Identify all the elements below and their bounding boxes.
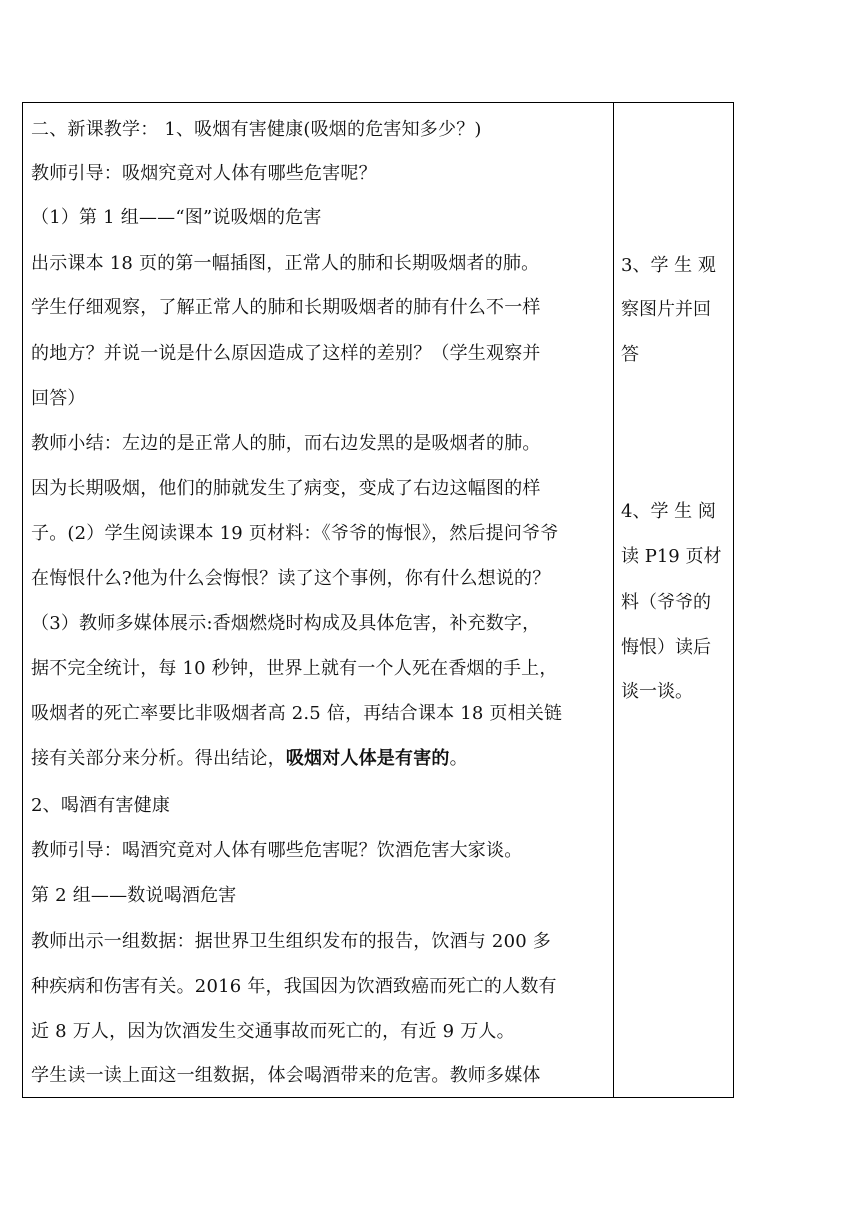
text-line: 第 2 组——数说喝酒危害: [31, 885, 237, 906]
lesson-table: [22, 102, 734, 1098]
text-line: 2、喝酒有害健康: [31, 795, 171, 816]
side-text-line: 读 P19 页材: [621, 546, 722, 567]
text-line: 教师引导：喝酒究竟对人体有哪些危害呢？饮酒危害大家谈。: [31, 840, 523, 861]
text-line: 教师小结：左边的是正常人的肺，而右边发黑的是吸烟者的肺。: [31, 433, 541, 454]
text-line: 回答）: [31, 388, 86, 409]
text-line: （1）第 1 组——“图”说吸烟的危害: [31, 207, 322, 228]
text-line: （3）教师多媒体展示:香烟燃烧时构成及具体危害，补充数字，: [31, 613, 541, 634]
text-line: 的地方？并说一说是什么原因造成了这样的差别？（学生观察并: [31, 343, 541, 364]
conclusion-bold: 吸烟对人体是有害的: [285, 748, 450, 769]
conclusion-end: 。: [449, 748, 468, 769]
conclusion-lead: 接有关部分来分析。得出结论，: [31, 748, 286, 769]
text-line: 出示课本 18 页的第一幅插图，正常人的肺和长期吸烟者的肺。: [31, 253, 540, 274]
side-text-line: 4、学 生 阅: [621, 501, 716, 522]
column-divider: [613, 103, 614, 1097]
text-line: 种疾病和伤害有关。2016 年，我国因为饮酒致癌而死亡的人数有: [31, 976, 557, 997]
text-line-conclusion: [31, 748, 468, 770]
text-line: 学生仔细观察，了解正常人的肺和长期吸烟者的肺有什么不一样: [31, 297, 541, 318]
side-text-line: 料（爷爷的: [621, 592, 711, 613]
side-text-line: 谈一谈。: [621, 681, 693, 702]
text-line: 吸烟者的死亡率要比非吸烟者高 2.5 倍，再结合课本 18 页相关链: [31, 703, 563, 724]
text-line: 学生读一读上面这一组数据，体会喝酒带来的危害。教师多媒体: [31, 1065, 541, 1086]
text-line: 教师出示一组数据：据世界卫生组织发布的报告，饮酒与 200 多: [31, 931, 551, 952]
text-line: 在悔恨什么?他为什么会悔恨？读了这个事例，你有什么想说的？: [31, 568, 551, 589]
text-line: 近 8 万人，因为饮酒发生交通事故而死亡的，有近 9 万人。: [31, 1021, 515, 1042]
text-line: 子。(2）学生阅读课本 19 页材料：《爷爷的悔恨》，然后提问爷爷: [31, 523, 559, 544]
text-line: 教师引导：吸烟究竟对人体有哪些危害呢？: [31, 163, 377, 184]
side-text-line: 悔恨）读后: [621, 637, 711, 658]
side-text-line: 察图片并回: [621, 299, 711, 320]
side-text-line: 3、学 生 观: [621, 255, 716, 276]
text-line: 据不完全统计，每 10 秒钟，世界上就有一个人死在香烟的手上，: [31, 658, 558, 679]
text-line: 二、新课教学： 1、吸烟有害健康(吸烟的危害知多少？): [31, 119, 482, 140]
text-line: 因为长期吸烟，他们的肺就发生了病变，变成了右边这幅图的样: [31, 478, 541, 499]
side-text-line: 答: [621, 344, 639, 365]
